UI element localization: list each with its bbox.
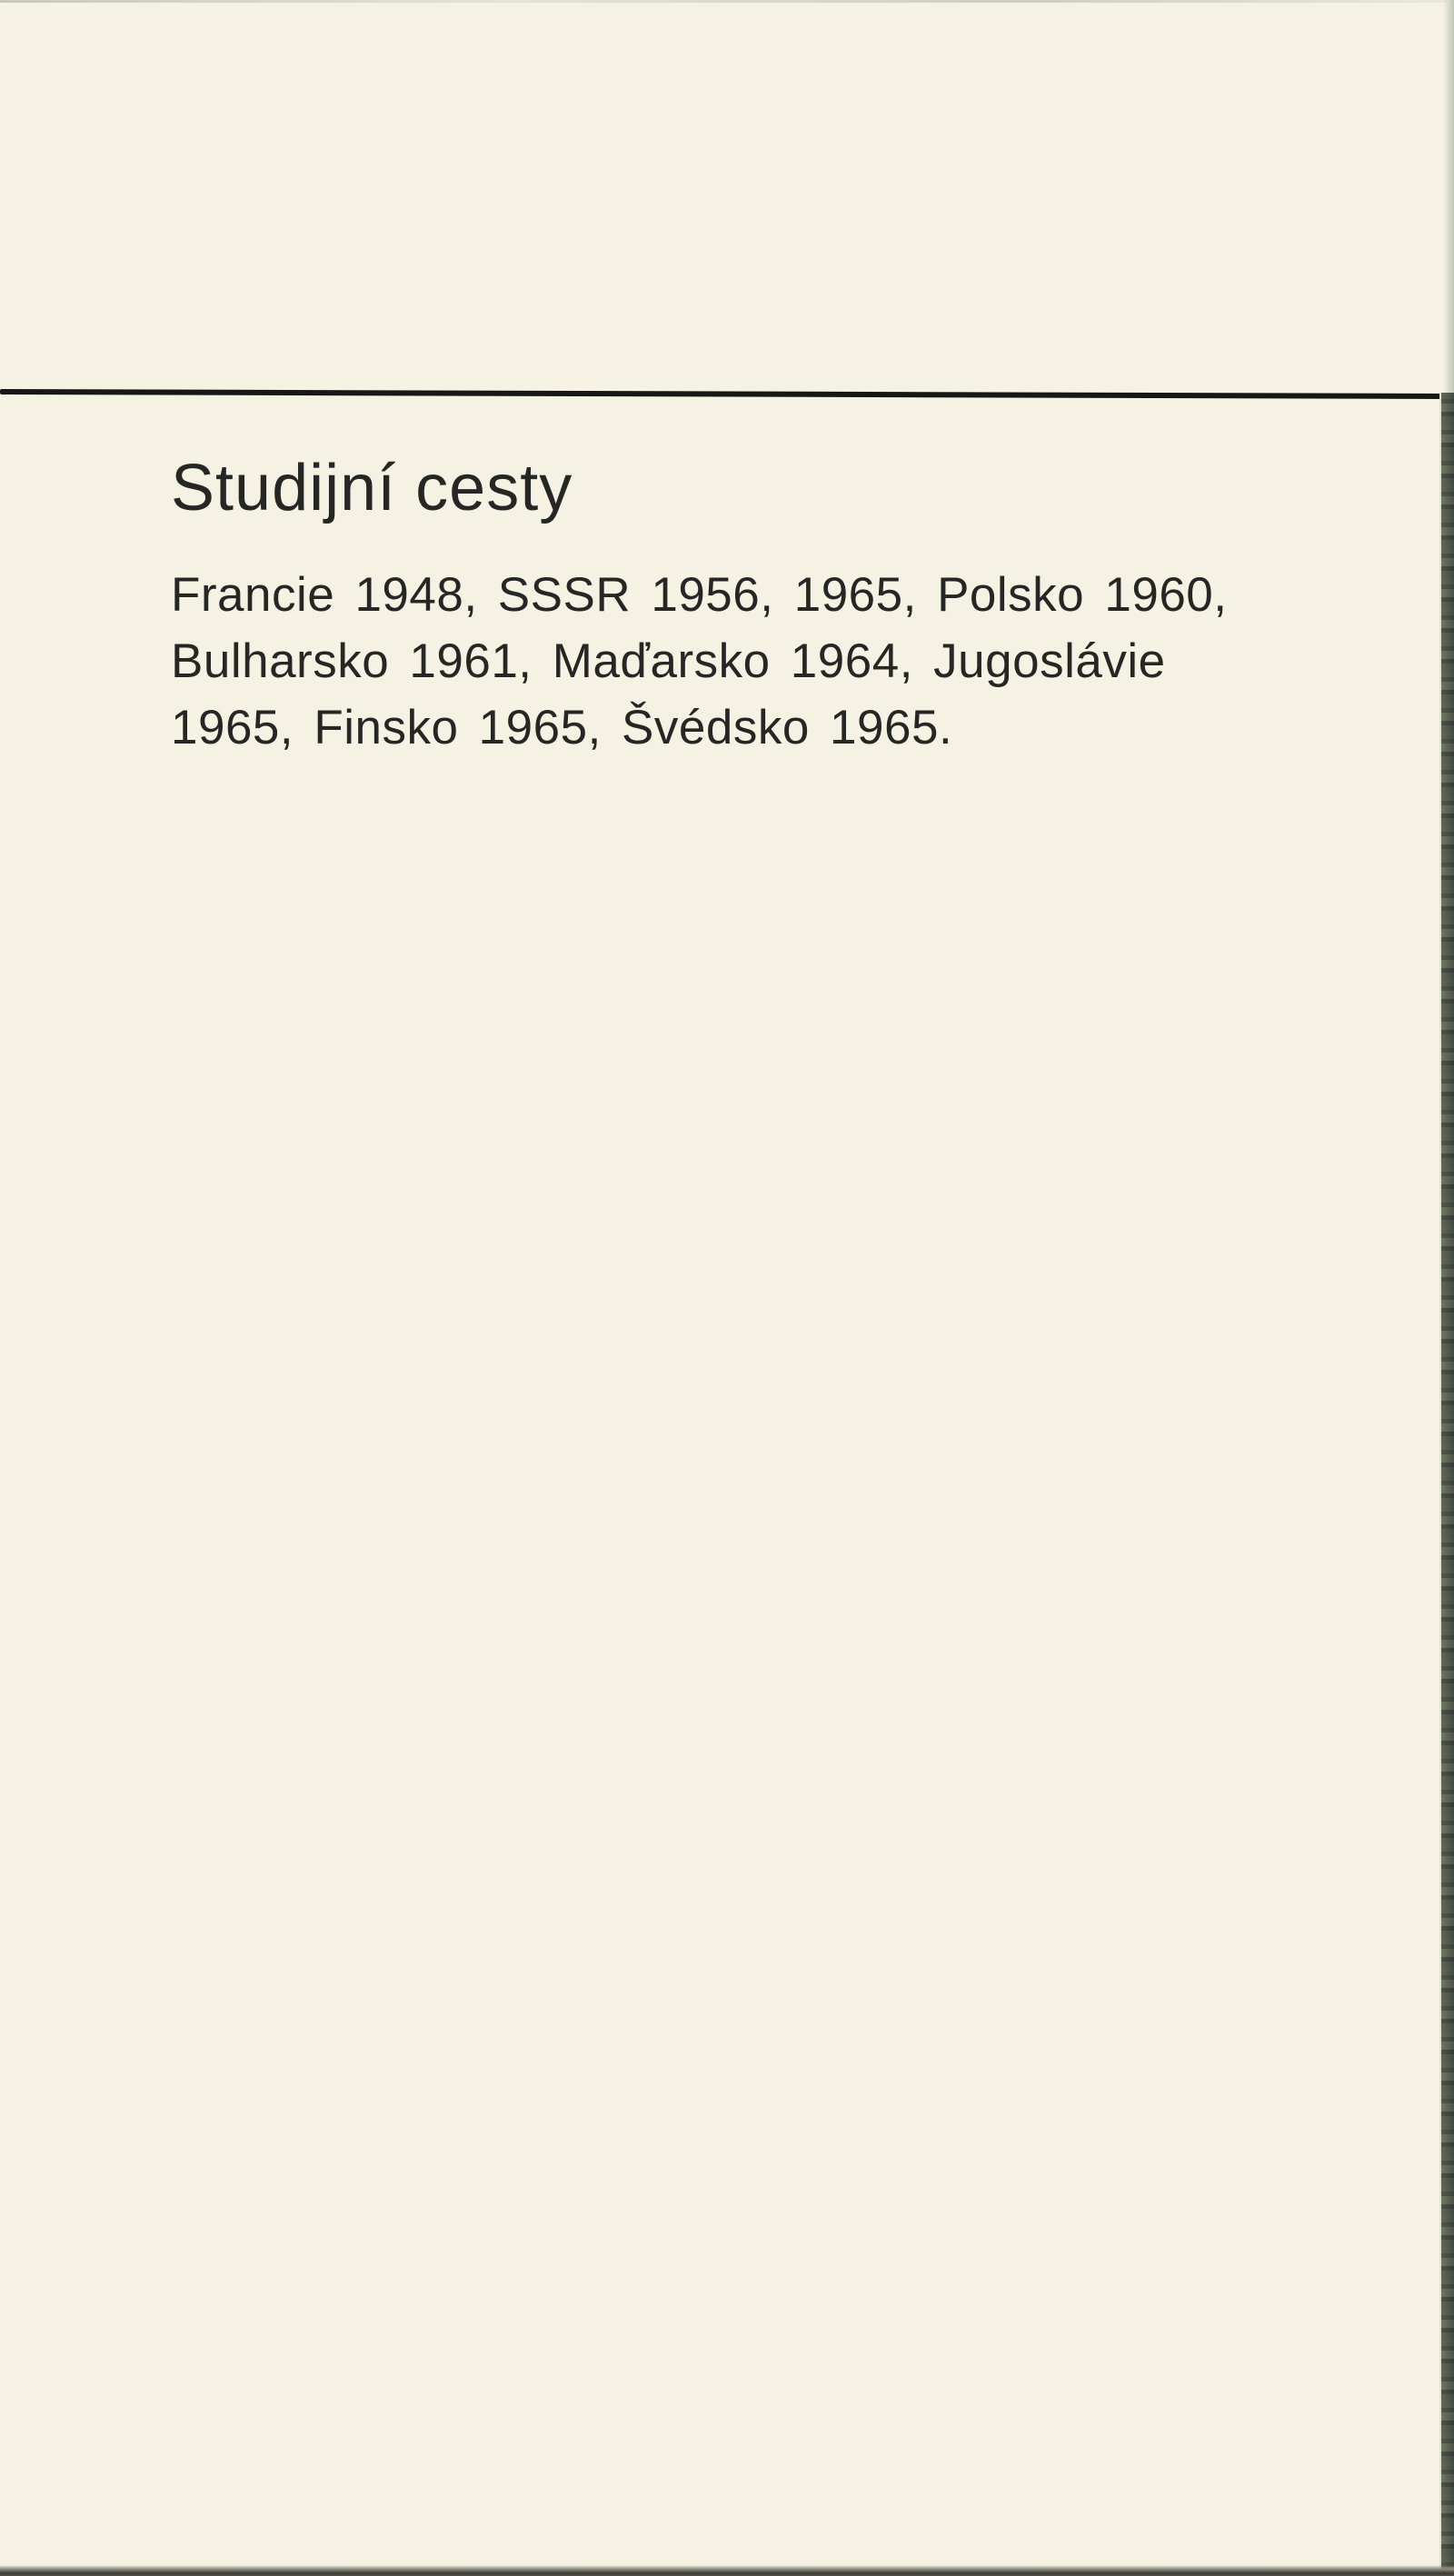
study-trips-paragraph: [171, 562, 1307, 761]
paragraph-line: Bulharsko 1961, Maďarsko 1964, Jugoslávie: [171, 634, 1166, 688]
page-title: Studijní cesty: [171, 452, 573, 524]
scan-top-edge-shadow: [0, 0, 1454, 3]
paragraph-line: 1965, Finsko 1965, Švédsko 1965.: [171, 701, 953, 754]
page-edge-texture-right: [1439, 393, 1454, 2571]
paragraph-line: Francie 1948, SSSR 1956, 1965, Polsko 1960,: [171, 568, 1228, 622]
scan-bottom-edge-shadow: [0, 2565, 1454, 2576]
horizontal-rule: [0, 389, 1448, 399]
page-edge-shadow-top-right: [1443, 0, 1454, 393]
